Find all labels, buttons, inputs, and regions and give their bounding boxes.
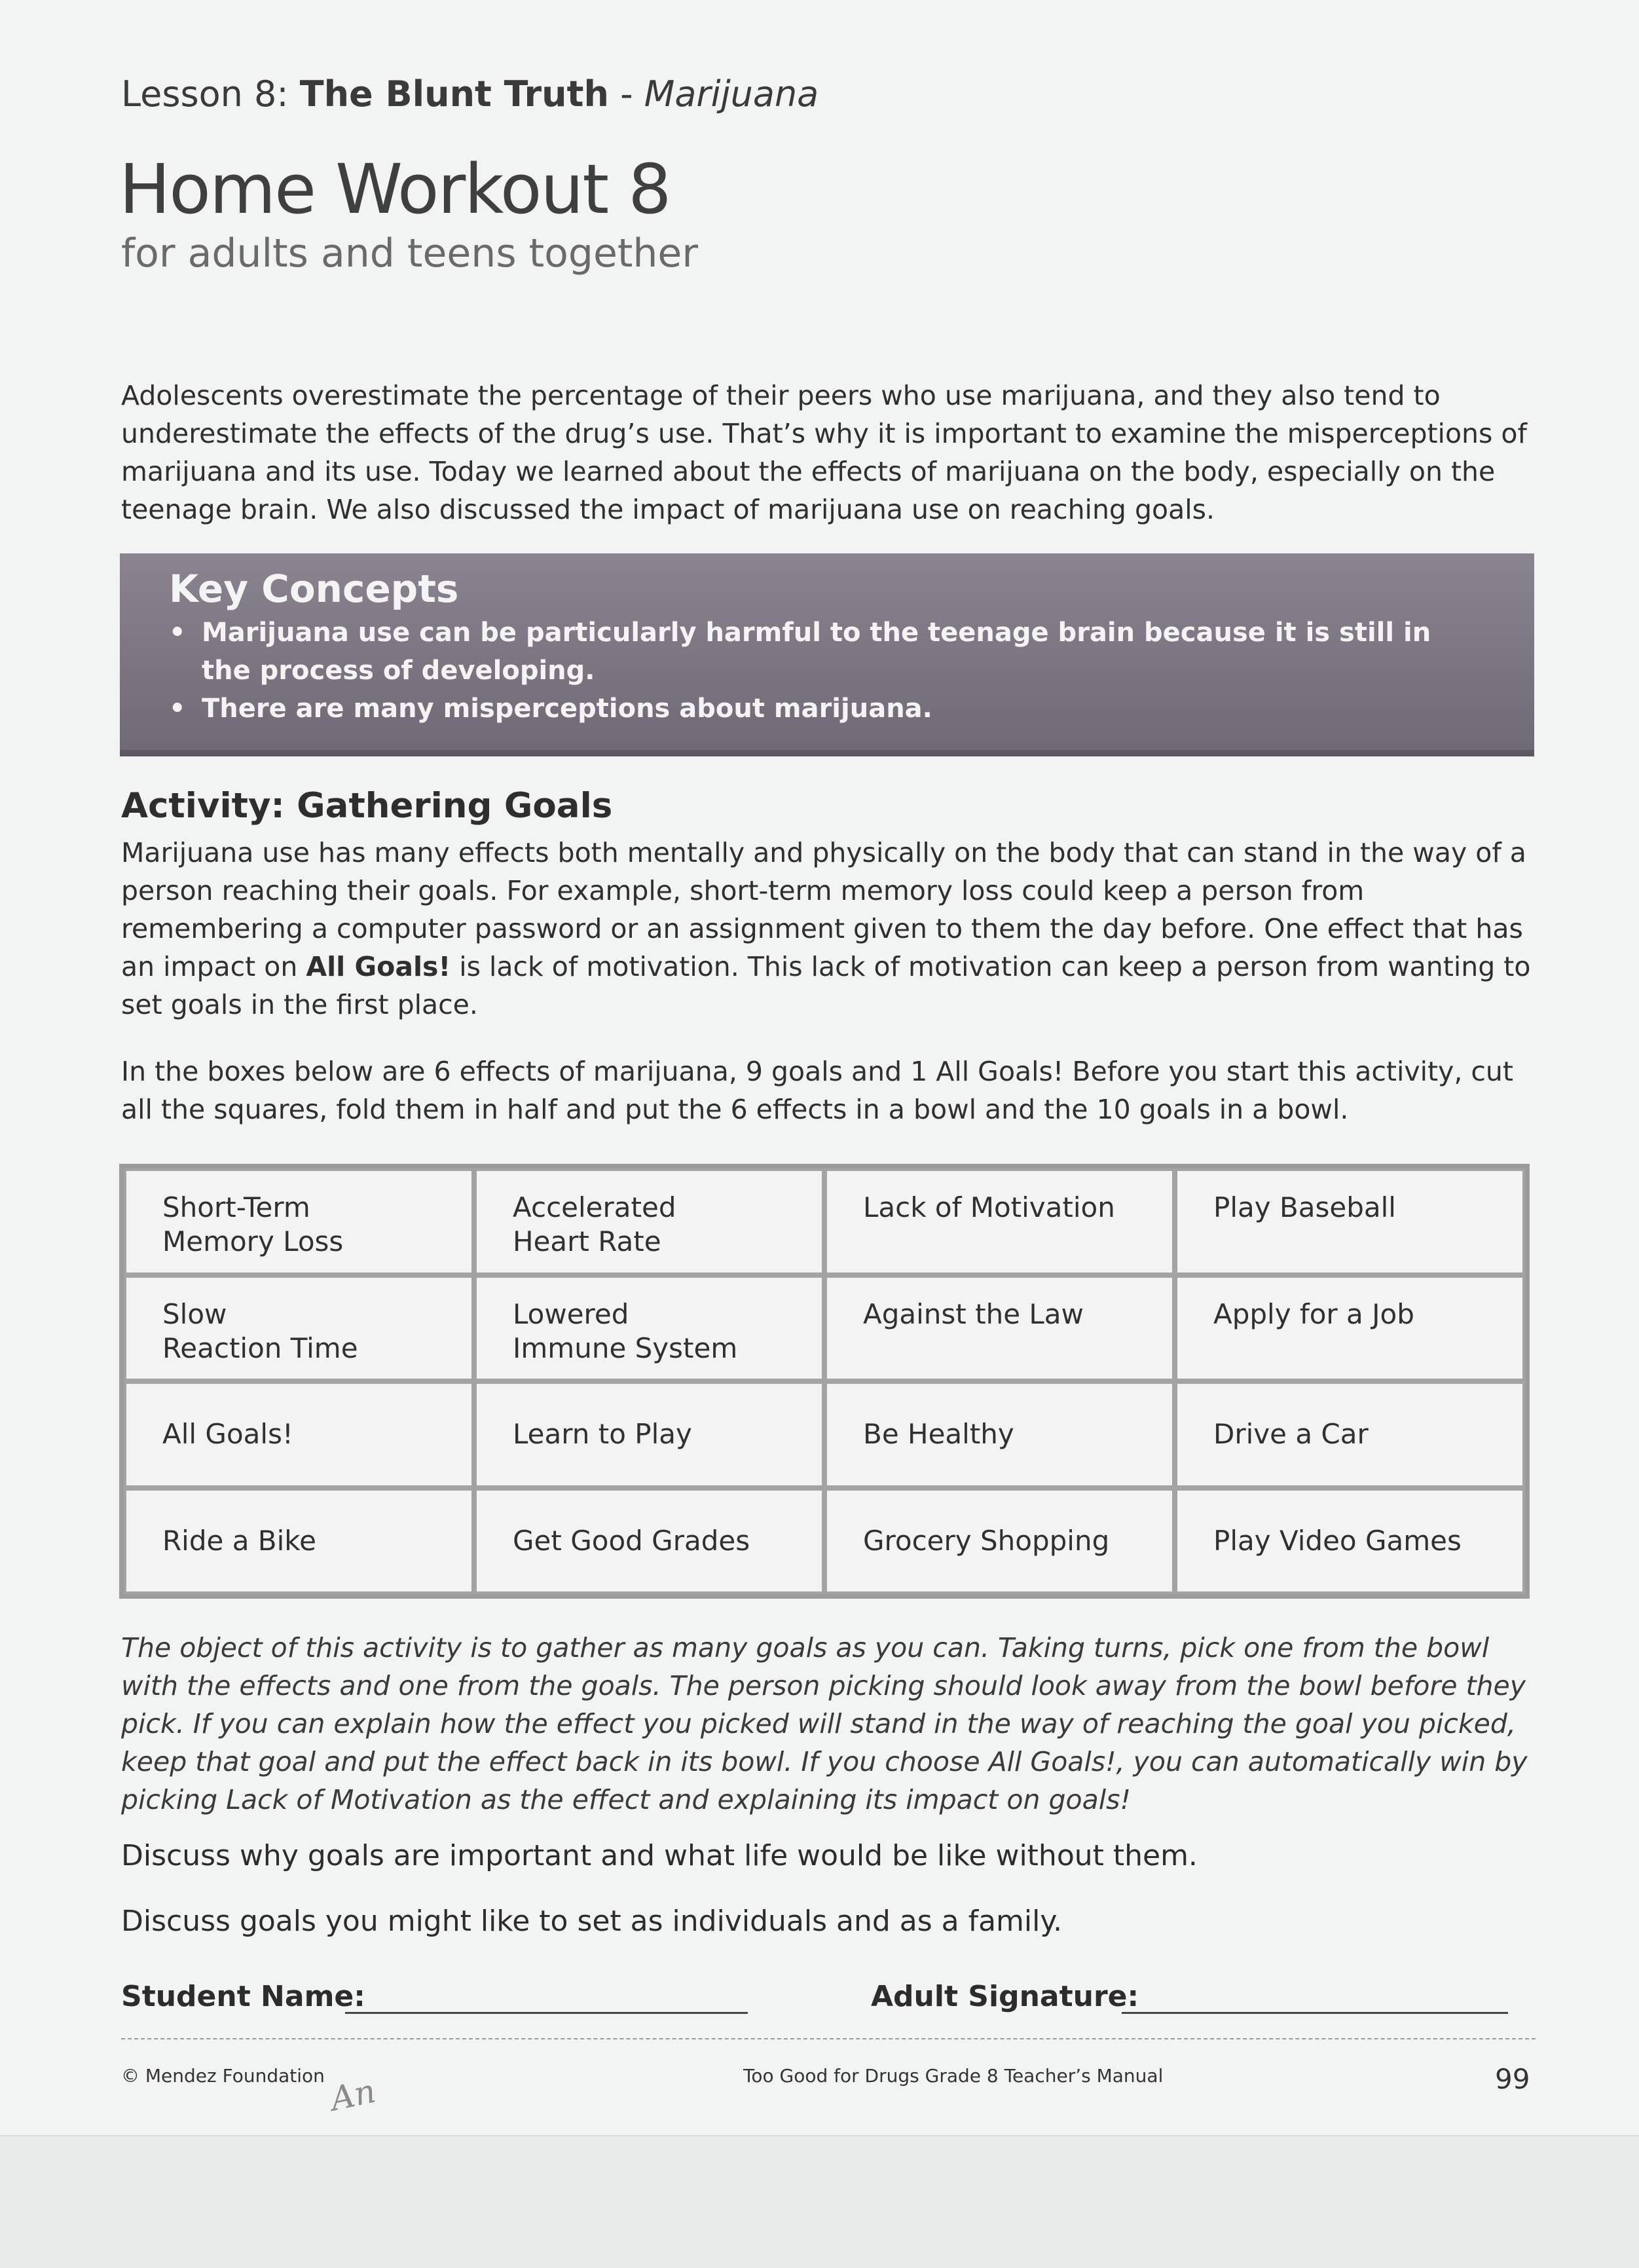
card-label: Apply for a Job xyxy=(1213,1297,1414,1330)
card-label: Ride a Bike xyxy=(162,1524,316,1557)
handwritten-initials: An xyxy=(327,2072,379,2119)
card-cell xyxy=(474,1488,824,1595)
card-label: Short-Term Memory Loss xyxy=(162,1191,344,1257)
card-label: Play Baseball xyxy=(1213,1191,1396,1223)
card-cell xyxy=(124,1488,474,1595)
scan-margin xyxy=(0,2135,1639,2268)
student-name-label: Student Name: xyxy=(121,1980,365,2013)
card-label: Get Good Grades xyxy=(513,1524,750,1557)
adult-signature-label: Adult Signature: xyxy=(871,1980,1139,2013)
activity-heading: Activity: Gathering Goals xyxy=(121,786,613,826)
page-subtitle: for adults and teens together xyxy=(121,231,699,276)
card-cell xyxy=(1175,1381,1525,1488)
adult-signature-line[interactable] xyxy=(1122,2012,1508,2014)
key-concept-item: • Marijuana use can be particularly harmful to the teenage brain because it is still in the process of developing. xyxy=(169,614,1446,690)
student-name-line[interactable] xyxy=(345,2012,748,2014)
boxes-paragraph: In the boxes below are 6 effects of marijuana, 9 goals and 1 All Goals! Before you start this activity, cut all the squares, fold them in half and put the 6 effects in a bowl and the 10 goals in a bowl. xyxy=(121,1056,1513,1125)
activity-card-grid xyxy=(119,1164,1530,1599)
lesson-line xyxy=(121,73,819,115)
key-concepts-list xyxy=(169,614,1446,728)
manual-title: Too Good for Drugs Grade 8 Teacher’s Manual xyxy=(743,2065,1164,2087)
instructions-paragraph: The object of this activity is to gather as many goals as you can. Taking turns, pick one from the bowl with the effects and one from the goals. The person picking should look away from the bowl before they pick. If you can explain how the effect you picked will stand in the way of reaching the goal you picked, keep that goal and put the effect back in its bowl. If you choose All Goals!, you can automatically win by picking Lack of Motivation as the effect and explaining its impact on goals! xyxy=(121,1632,1528,1815)
card-cell xyxy=(474,1381,824,1488)
card-cell xyxy=(124,1168,474,1275)
card-cell xyxy=(824,1488,1175,1595)
card-cell xyxy=(474,1168,824,1275)
lesson-topic: Marijuana xyxy=(644,73,819,115)
card-cell xyxy=(474,1275,824,1382)
card-label: Learn to Play xyxy=(513,1418,692,1451)
card-cell xyxy=(1175,1168,1525,1275)
card-cell xyxy=(124,1381,474,1488)
card-cell xyxy=(1175,1488,1525,1595)
card-label: Grocery Shopping xyxy=(863,1524,1110,1557)
card-label: Play Video Games xyxy=(1213,1524,1462,1557)
copyright-text: © Mendez Foundation xyxy=(121,2065,325,2087)
page-number: 99 xyxy=(1495,2063,1530,2095)
card-label: Lowered Immune System xyxy=(513,1297,738,1364)
activity-text-before: Marijuana use has many effects both mentally and physically on the body that can stand in the way of a person reaching their goals. For example, short-term memory loss could keep a person from remembering a computer password or an assignment given to them the day before. One effect that has an impact on xyxy=(121,837,1526,982)
card-label: Slow Reaction Time xyxy=(162,1297,358,1364)
card-cell xyxy=(124,1275,474,1382)
activity-paragraph xyxy=(121,834,1536,1024)
page-title: Home Workout 8 xyxy=(119,149,671,229)
key-concept-item: • There are many misperceptions about marijuana. xyxy=(169,690,1446,728)
lesson-prefix: Lesson 8: xyxy=(121,73,289,115)
card-cell xyxy=(824,1381,1175,1488)
card-label: Drive a Car xyxy=(1213,1418,1369,1451)
card-cell xyxy=(824,1168,1175,1275)
lesson-name: The Blunt Truth xyxy=(299,73,609,115)
card-label: Accelerated Heart Rate xyxy=(513,1191,676,1257)
discuss-why-goals: Discuss why goals are important and what life would be like without them. xyxy=(121,1839,1198,1872)
key-concepts-title: Key Concepts xyxy=(169,567,459,611)
intro-paragraph: Adolescents overestimate the percentage of their peers who use marijuana, and they also tend to underestimate the effects of the drug’s use. That’s why it is important to examine the misperceptions of marijuana and its use. Today we learned about the effects of marijuana on the body, especially on the teenage brain. We also discussed the impact of marijuana use on reaching goals. xyxy=(121,380,1527,525)
discuss-set-goals: Discuss goals you might like to set as individuals and as a family. xyxy=(121,1905,1063,1938)
card-cell xyxy=(1175,1275,1525,1382)
card-label: Lack of Motivation xyxy=(863,1191,1115,1223)
activity-text-after: is lack of motivation. This lack of motivation can keep a person from wanting to set goals in the first place. xyxy=(121,951,1531,1020)
card-label: All Goals! xyxy=(162,1418,293,1451)
lesson-dash: - xyxy=(620,73,633,115)
key-concepts-box xyxy=(120,553,1534,750)
card-label: Against the Law xyxy=(863,1297,1084,1330)
card-label: Be Healthy xyxy=(863,1418,1014,1451)
card-cell xyxy=(824,1275,1175,1382)
footer-divider xyxy=(121,2038,1536,2039)
all-goals-bold: All Goals! xyxy=(306,951,451,982)
